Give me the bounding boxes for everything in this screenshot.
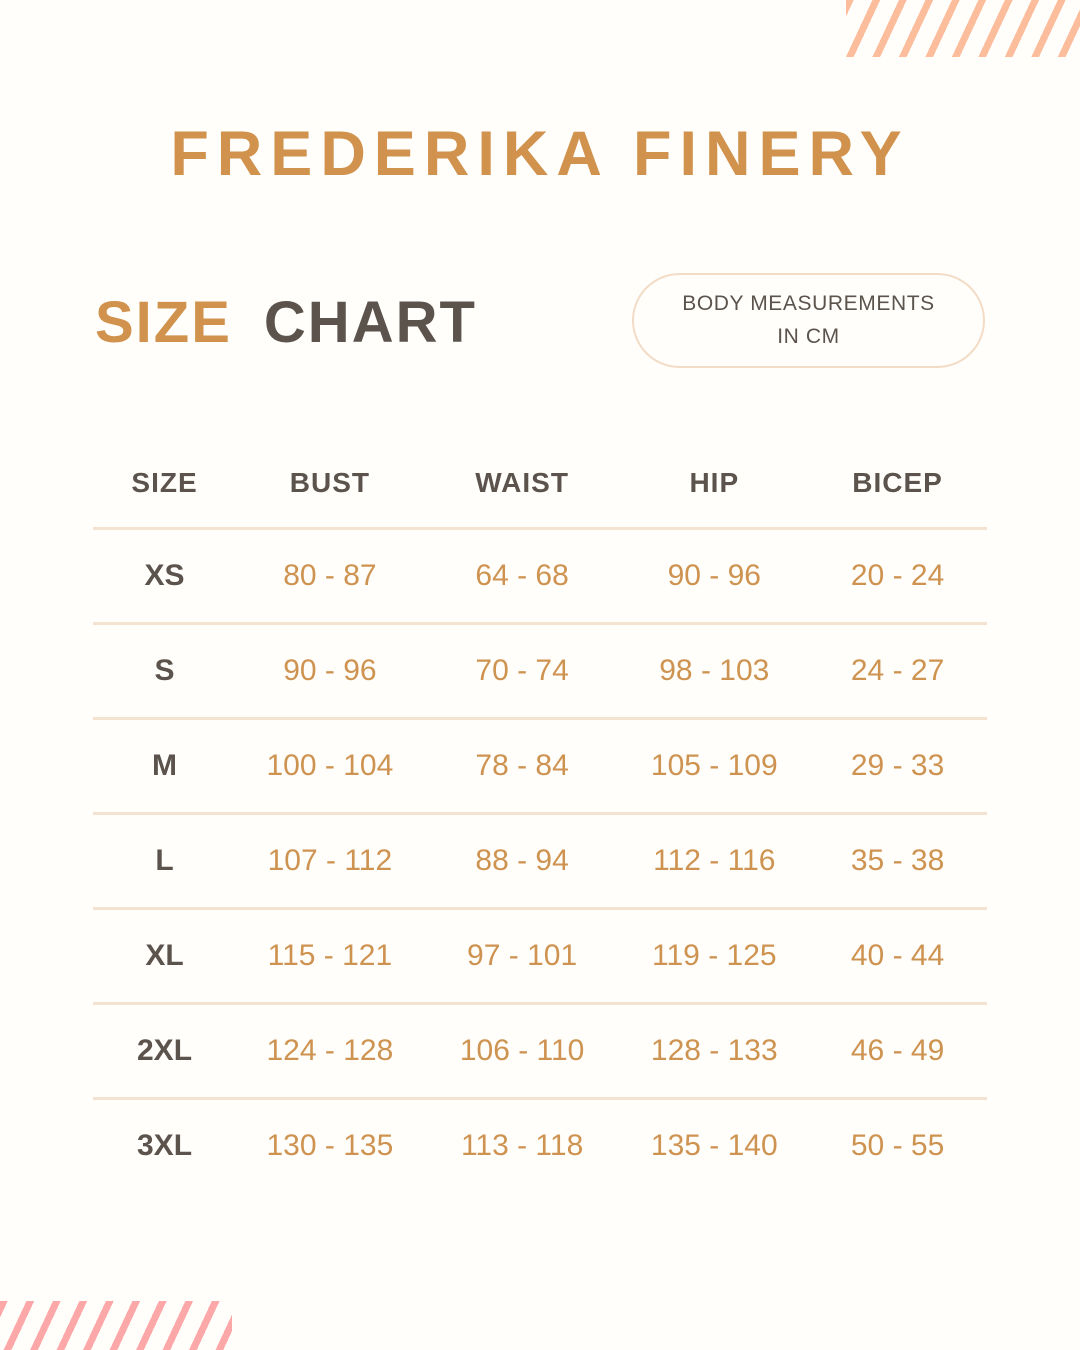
size-chart-table [93, 438, 987, 1192]
table-header-row [93, 438, 987, 527]
column-header-bust: BUST [289, 466, 371, 498]
hip-range: 119 - 125 [652, 939, 777, 972]
bust-range: 130 - 135 [266, 1129, 394, 1162]
waist-range: 88 - 94 [475, 844, 569, 877]
size-label: 3XL [137, 1129, 193, 1162]
bicep-range: 24 - 27 [850, 654, 945, 687]
table-row-m [93, 717, 987, 812]
column-header-waist: WAIST [475, 466, 569, 498]
page-title [95, 289, 477, 356]
table-row-s [93, 622, 987, 717]
hip-range: 112 - 116 [653, 844, 776, 877]
bicep-range: 20 - 24 [850, 559, 945, 592]
bicep-range: 46 - 49 [850, 1034, 945, 1067]
waist-range: 78 - 84 [475, 749, 569, 782]
column-header-hip: HIP [689, 466, 740, 498]
bicep-range: 40 - 44 [850, 939, 945, 972]
page-title-rest: CHART [263, 290, 477, 355]
bust-range: 115 - 121 [267, 939, 393, 972]
column-header-size: SIZE [131, 466, 198, 498]
hip-range: 98 - 103 [659, 654, 770, 687]
size-label: 2XL [137, 1034, 193, 1067]
bust-range: 90 - 96 [283, 654, 377, 687]
size-label: XS [144, 559, 185, 592]
corner-stripes-top-right [846, 0, 1080, 57]
measurement-unit-badge-label: BODY MEASUREMENTS IN CM [682, 291, 935, 348]
measurement-unit-badge [632, 273, 985, 368]
bicep-range: 29 - 33 [850, 749, 945, 782]
bust-range: 124 - 128 [266, 1034, 394, 1067]
page-title-accent: SIZE [95, 290, 232, 355]
waist-range: 106 - 110 [459, 1034, 585, 1067]
hip-range: 135 - 140 [650, 1129, 778, 1162]
table-row-2xl [93, 1002, 987, 1097]
bust-range: 100 - 104 [266, 749, 394, 782]
bust-range: 80 - 87 [283, 559, 377, 592]
size-label: XL [145, 939, 184, 972]
waist-range: 64 - 68 [475, 559, 569, 592]
hip-range: 128 - 133 [650, 1034, 778, 1067]
table-row-xl [93, 907, 987, 1002]
size-label: M [152, 749, 178, 782]
size-label: S [154, 654, 175, 687]
brand-title: FREDERIKA FINERY [170, 119, 910, 189]
table-row-3xl [93, 1097, 987, 1192]
waist-range: 97 - 101 [467, 939, 578, 972]
hip-range: 105 - 109 [650, 749, 778, 782]
hip-range: 90 - 96 [667, 559, 761, 592]
table-row-l [93, 812, 987, 907]
bicep-range: 50 - 55 [850, 1129, 945, 1162]
corner-stripes-bottom-left [0, 1301, 232, 1350]
size-label: L [155, 844, 174, 877]
waist-range: 70 - 74 [475, 654, 569, 687]
column-header-bicep: BICEP [852, 466, 943, 498]
bust-range: 107 - 112 [267, 844, 393, 877]
waist-range: 113 - 118 [460, 1129, 584, 1162]
table-row-xs [93, 527, 987, 622]
bicep-range: 35 - 38 [850, 844, 945, 877]
